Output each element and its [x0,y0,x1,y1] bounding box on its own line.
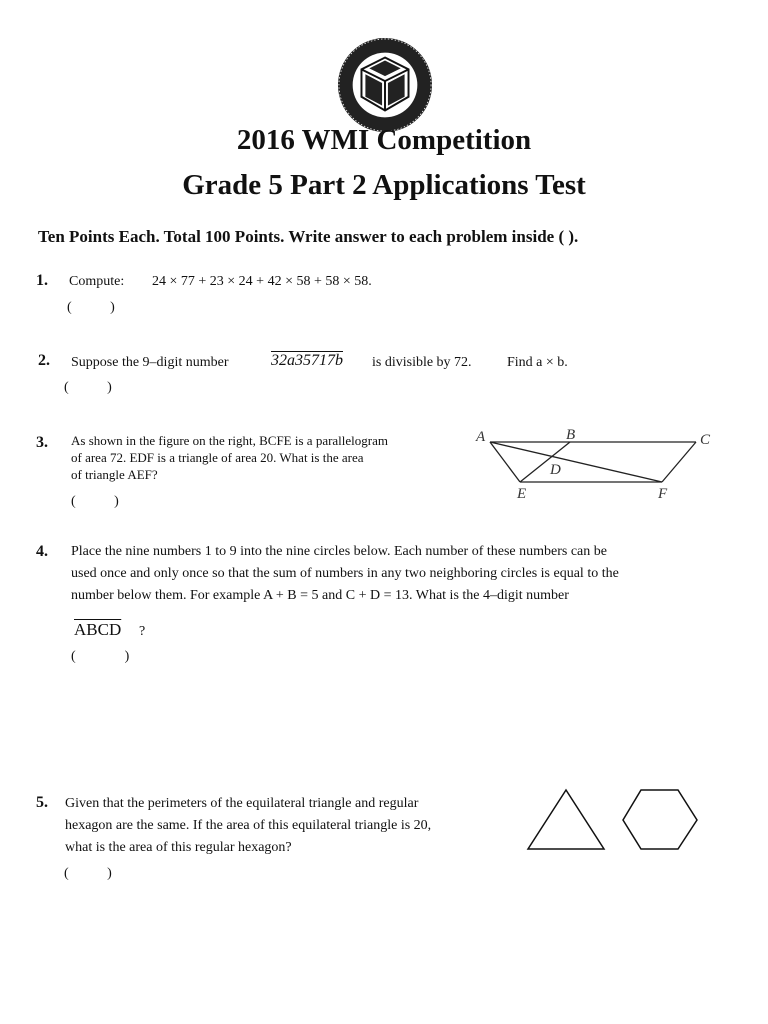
problem-4-abcd: ABCD [74,620,122,639]
problem-4-line-1: Place the nine numbers 1 to 9 into the nine circles below. Each number of these numbers can be [71,544,607,559]
label-f: F [658,486,668,502]
title-line-2: Grade 5 Part 2 Applications Test [182,169,586,201]
problem-3-line-2: of area 72. EDF is a triangle of area 20. What is the area [71,450,364,465]
problem-2-find: Find a × b. [507,355,568,370]
problem-3-number: 3. [36,434,48,451]
triangle-hexagon-figure [520,780,710,860]
problem-4-question-mark: ? [139,624,146,639]
label-e: E [517,486,527,502]
label-d: D [550,462,561,478]
equilateral-triangle [528,790,604,849]
instructions: Ten Points Each. Total 100 Points. Write answer to each problem inside ( ). [38,227,579,246]
wmi-logo [336,36,434,134]
problem-5-line-3: what is the area of this regular hexagon? [65,840,292,855]
problem-3-line-3: of triangle AEF? [71,467,158,482]
problem-4-answer-blank[interactable]: ( ) [71,649,130,664]
problem-5-line-1: Given that the perimeters of the equilateral triangle and regular [65,796,419,811]
problem-2-number: 2. [38,352,50,369]
problem-4-line-2: used once and only once so that the sum of numbers in any two neighboring circles is equal to the [71,566,619,581]
problem-1-label: Compute: [69,274,125,289]
problem-1-number: 1. [36,272,48,289]
regular-hexagon [623,790,697,849]
label-a: A [476,429,486,445]
problem-3-answer-blank[interactable]: ( ) [71,494,119,509]
problem-3-line-1: As shown in the figure on the right, BCFE is a parallelogram [71,433,389,448]
title-line-1: 2016 WMI Competition [236,124,532,156]
problem-1-answer-blank[interactable]: ( ) [67,300,115,315]
problem-4-line-3: number below them. For example A + B = 5 and C + D = 13. What is the 4–digit number [71,588,569,603]
problem-4-number: 4. [36,543,48,560]
problem-2-answer-blank[interactable]: ( ) [64,380,112,395]
problem-5-number: 5. [36,794,48,811]
problem-5-line-2: hexagon are the same. If the area of this equilateral triangle is 20, [65,818,432,833]
problem-2-text: Suppose the 9–digit number [71,355,229,370]
label-b: B [566,427,576,443]
label-c: C [700,432,711,448]
problem-2-overline-number: 32a35717b [271,352,343,369]
problem-2-divisible: is divisible by 72. [372,355,472,370]
parallelogram-figure [470,420,730,510]
problem-5-answer-blank[interactable]: ( ) [64,866,112,881]
problem-1-expression: 24 × 77 + 23 × 24 + 42 × 58 + 58 × 58. [152,274,372,289]
